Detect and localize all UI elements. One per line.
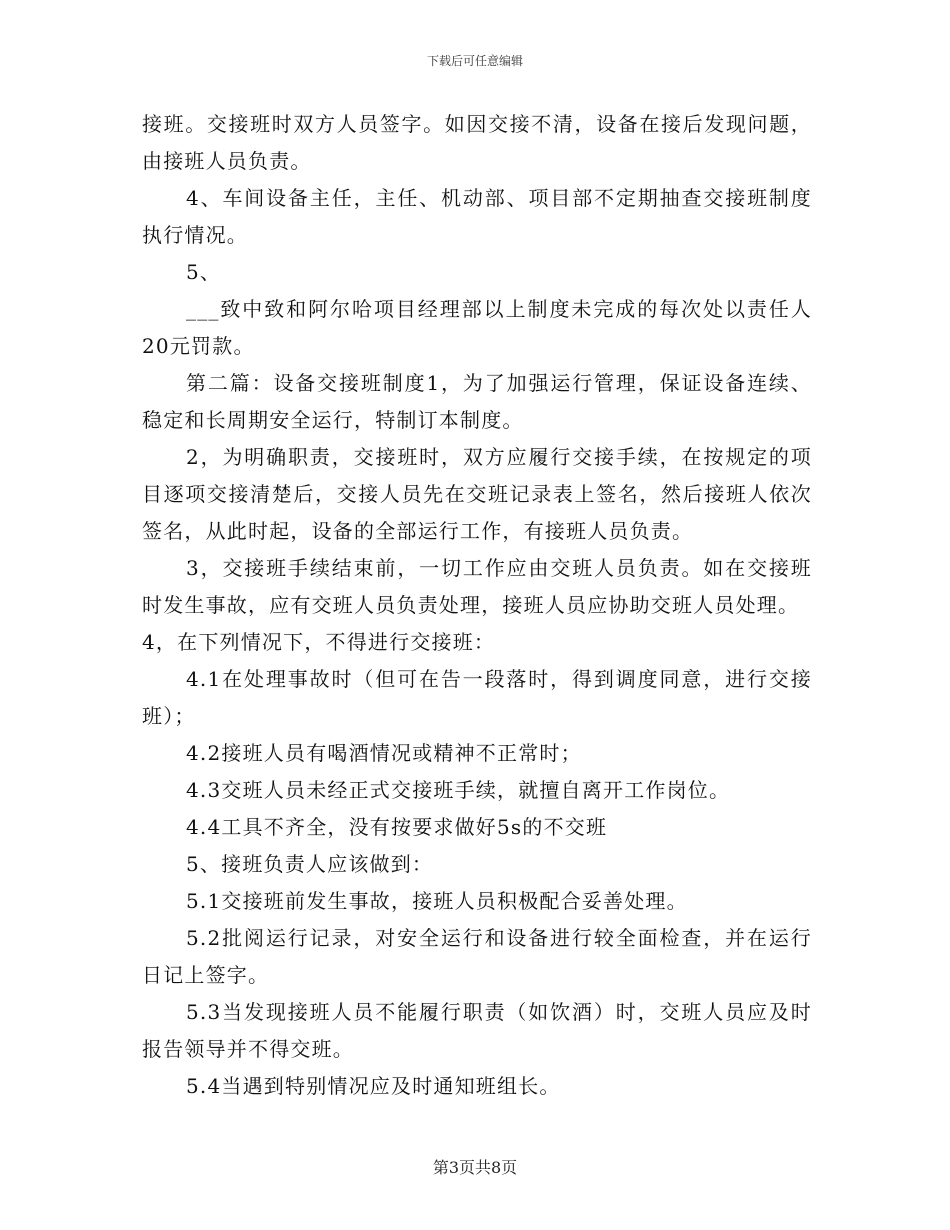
body-paragraph: ___致中致和阿尔哈项目经理部以上制度未完成的每次处以责任人20元罚款。 (142, 297, 812, 358)
page-number-footer: 第3页共8页 (432, 1158, 518, 1177)
body-paragraph: 5.4当遇到特别情况应及时通知班组长。 (186, 1074, 561, 1098)
body-paragraph: 5、接班负责人应该做到： (186, 852, 434, 876)
body-paragraph: 4，在下列情况下，不得进行交接班： (142, 630, 496, 654)
body-paragraph: 4.3交班人员未经正式交接班手续，就擅自离开工作岗位。 (186, 778, 731, 802)
page-header-note: 下载后可任意编辑 (426, 54, 523, 68)
body-paragraph: 接班。交接班时双方人员签字。如因交接不清，设备在接后发现问题，由接班人员负责。 (142, 112, 812, 173)
body-paragraph: 4、车间设备主任，主任、机动部、项目部不定期抽查交接班制度执行情况。 (142, 186, 812, 247)
body-paragraph: 4.2接班人员有喝酒情况或精神不正常时； (186, 741, 582, 765)
body-paragraph: 5.1交接班前发生事故，接班人员积极配合妥善处理。 (186, 889, 688, 913)
body-paragraph: 5、 (186, 260, 222, 284)
body-paragraph: 第二篇：设备交接班制度1，为了加强运行管理，保证设备连续、稳定和长周期安全运行，特制订本制度。 (142, 371, 812, 432)
body-paragraph: 5.3当发现接班人员不能履行职责（如饮酒）时，交班人员应及时报告领导并不得交班。 (142, 1000, 812, 1061)
document-body (142, 106, 812, 1105)
body-paragraph: 4.4工具不齐全，没有按要求做好5s的不交班 (186, 815, 608, 839)
body-paragraph: 5.2批阅运行记录，对安全运行和设备进行较全面检查，并在运行日记上签字。 (142, 926, 812, 987)
body-paragraph: 3，交接班手续结束前，一切工作应由交班人员负责。如在交接班时发生事故，应有交班人员负责处理，接班人员应协助交班人员处理。 (142, 556, 812, 617)
body-paragraph: 4.1在处理事故时（但可在告一段落时，得到调度同意，进行交接班）； (142, 667, 812, 728)
body-paragraph: 2，为明确职责，交接班时，双方应履行交接手续，在按规定的项目逐项交接清楚后，交接人员先在交班记录表上签名，然后接班人依次签名，从此时起，设备的全部运行工作，有接班人员负责。 (142, 445, 812, 543)
